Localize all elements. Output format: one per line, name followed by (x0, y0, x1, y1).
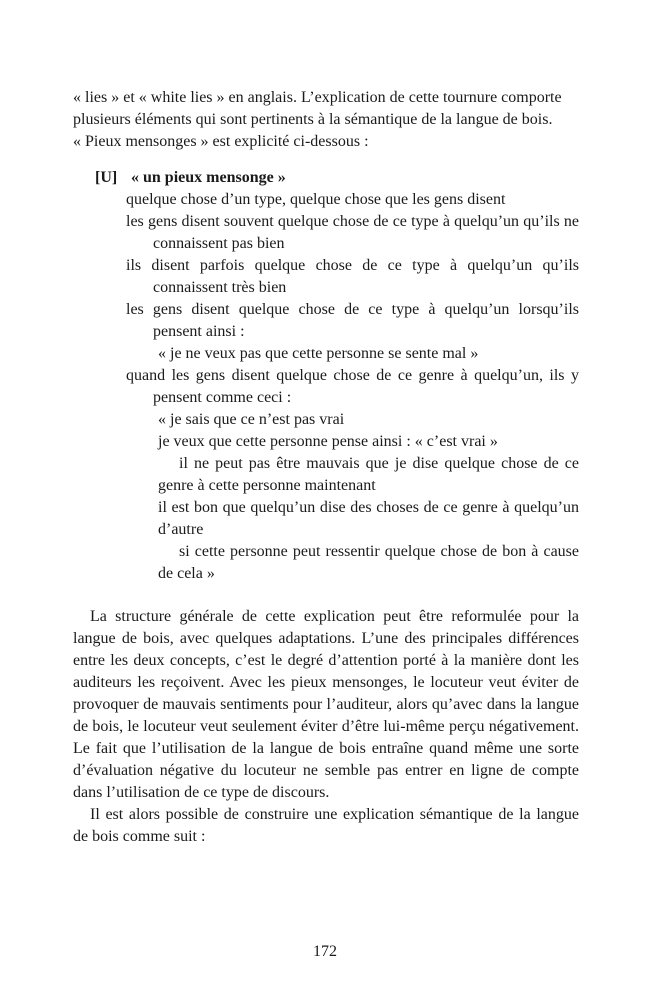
definition-line: ils disent parfois quelque chose de ce type à quelqu’un qu’ils connaissent très bien (126, 257, 579, 296)
body-paragraph: Il est alors possible de construire une explication sémantique de la langue de bois comme suit : (73, 806, 579, 845)
definition-title: « un pieux mensonge » (131, 169, 286, 186)
definition-line: il ne peut pas être mauvais que je dise quelque chose de ce genre à cette personne maintenant (158, 455, 579, 494)
body-text (73, 606, 579, 848)
intro-paragraph (73, 87, 579, 153)
semantic-definition (73, 167, 579, 585)
page-content (73, 87, 579, 848)
intro-line: plusieurs éléments qui sont pertinents à la sémantique de la langue de bois. (73, 111, 553, 128)
intro-line: « Pieux mensonges » est explicité ci-dessous : (73, 133, 369, 150)
definition-line: « je sais que ce n’est pas vrai (158, 411, 345, 428)
definition-line: « je ne veux pas que cette personne se sente mal » (158, 345, 479, 362)
definition-line: quelque chose d’un type, quelque chose que les gens disent (126, 191, 506, 208)
definition-line: il est bon que quelqu’un dise des choses de ce genre à quelqu’un d’autre (158, 499, 579, 538)
definition-tag: [U] (95, 169, 118, 186)
definition-line: les gens disent souvent quelque chose de ce type à quelqu’un qu’ils ne connaissent pas bien (126, 213, 579, 252)
page-number: 172 (313, 943, 337, 960)
body-paragraph: La structure générale de cette explication peut être reformulée pour la langue de bois, avec quelques adaptations. L’une des principales différences entre les deux concepts, c’est le degré d’attention porté à la manière dont les auditeurs les reçoivent. Avec les pieux mensonges, le locuteur veut éviter de provoquer de mauvais sentiments pour l’auditeur, alors qu’avec dans la langue de bois, le locuteur veut seulement éviter d’être lui-même perçu négativement. Le fait que l’utilisation de la langue de bois entraîne quand même une sorte d’évaluation négative du locuteur ne semble pas entrer en ligne de compte dans l’utilisation de ce type de discours. (73, 608, 579, 801)
definition-line: les gens disent quelque chose de ce type à quelqu’un lorsqu’ils pensent ainsi : (126, 301, 579, 340)
intro-line: « lies » et « white lies » en anglais. L’explication de cette tournure comporte (73, 89, 562, 106)
definition-heading (95, 167, 579, 189)
definition-line: quand les gens disent quelque chose de ce genre à quelqu’un, ils y pensent comme ceci : (126, 367, 579, 406)
definition-line: je veux que cette personne pense ainsi : « c’est vrai » (158, 433, 498, 450)
definition-line: si cette personne peut ressentir quelque chose de bon à cause de cela » (158, 543, 579, 582)
